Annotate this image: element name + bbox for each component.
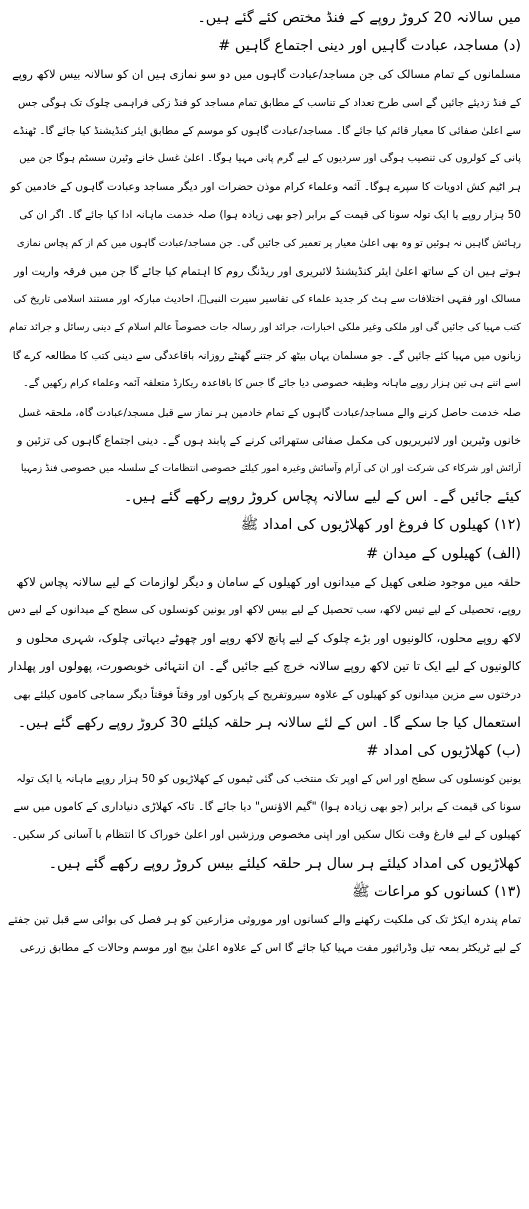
text-line: لاکھ روپے محلوں، کالونیوں اور بڑے چلوک کے لیے پانچ لاکھ روپے اور چھوٹے دیہاتی چلوک، شہری محلوں و: [16, 631, 521, 646]
text-line: سونا کی قیمت کے برابر (جو بھی زیادہ ہوا) "گیم الاؤنس" دیا جائے گا۔ تاکہ کھلاڑی دنیاداری کے کاموں میں سے: [13, 800, 521, 814]
text-line: پانی کے کولروں کی تنصیب ہوگی اور سردیوں کے لیے گرم پانی مہیا ہوگا۔ اعلیٰ غسل خانے وٹیرن سسٹم ہوگا جن میں: [19, 152, 521, 164]
text-line: آرائش اور شرکاء کی شرکت اور ان کی آرام وآسائش وغیرہ امور کیلئے خصوصی انتظامات کے سلسلہ میں خصوصی فنڈ زمہیا: [20, 463, 521, 474]
text-line: حلقہ میں موجود ضلعی کھیل کے میدانوں اور کھیلوں کے سامان و دیگر لوازمات کے لیے سالانہ پچاس لاکھ: [16, 574, 521, 589]
text-line: کھلاڑیوں کی امداد کیلئے ہر سال ہر حلقہ کیلئے بیس کروڑ روپے رکھے گئے ہیں۔: [48, 855, 521, 872]
text-line: روپے، تحصیلی کے لیے تیس لاکھ، سب تحصیل کے لیے بیس لاکھ اور یونین کونسلوں کی سطح کے میدانوں کے لیے دس: [8, 602, 521, 616]
text-line: رہائش گاہیں نہ ہوئیں تو وہ بھی اعلیٰ معیار پر تعمیر کی جائیں گی۔ جن مساجد/عبادت گاہوں میں کم از کم پچاس نمازی: [16, 237, 521, 249]
text-line: خانوں وٹیرین اور لائبریریوں کی مکمل صفائی ستھرائی کرنے کے پابند ہوں گے۔ دینی اجتماع گاہوں کی تزئین و: [17, 433, 521, 447]
text-line: کھیلوں کے لیے فارغ وقت نکال سکیں اور اپنی مخصوص ورزشیں اور اعلیٰ خوراک کا انتظام با آسانی کر سکیں۔: [11, 828, 521, 842]
text-line: ہوتے ہیں ان کے ساتھ اعلیٰ ایئر کنڈیشنڈ لائبریری اور ریڈنگ روم کا اہتمام کیا جائے گا جن میں فرقہ واریت اور: [14, 264, 521, 278]
text-line: کالونیوں کے لیے ایک تا تین لاکھ روپے سالانہ خرچ کیے جائیں گے۔ ان انتہائی خوبصورت، پھولوں اور پھلدار: [8, 659, 521, 674]
text-line: زبانوں میں مہیا کئے جائیں گے۔ جو مسلمان یہاں بیٹھ کر جتنے گھنٹے روزانہ باقاعدگی سے دینی کتب کا مطالعہ کرے گا: [12, 350, 521, 363]
text-line: تمام پندرہ ایکڑ تک کی ملکیت رکھنے والے کسانوں اور موروثی مزارعین کو ہر فصل کی بوائی سے قبل تین جفتے: [8, 913, 521, 926]
text-line: کے لیے ٹریکٹر بمعہ تیل وڈرائیور مفت مہیا کیا جائے گا اس کے علاوہ اعلیٰ بیج اور موسم وحالات کے مطابق زرعی: [19, 941, 521, 955]
text-line: اسے اتنے ہی تین ہزار روپے ماہانہ وظیفہ خصوصی دیا جائے گا جس کا باقاعدہ ریکارڈ متعلقہ آئمہ وعلماء کرام رکھیں گے۔: [22, 378, 521, 390]
text-line: مسالک اور فقہی اختلافات سے ہٹ کر جدید علماء کی تفاسیر سیرت النبیؐ، احادیث مبارکہ اور مستند اسلامی تاریخ کی: [13, 293, 521, 305]
section-heading: (۱۳) کسانوں کو مراعات ﷺ: [352, 883, 521, 900]
text-line: کے فنڈ زدیئے جائیں گے اسی طرح تعداد کے تناسب کے مطابق تمام مساجد کو فنڈ زکی فراہمی چلوک تک ہوگی جس: [17, 96, 521, 109]
section-heading: (د) مساجد، عبادت گاہیں اور دینی اجتماع گاہیں #: [218, 38, 521, 55]
text-line: درختوں سے مزین میدانوں کو کھیلوں کے علاوہ سیروتفریح کے پارکوں اور وقتاً فوقتاً دیگر سماجی کاموں کیلئے بھی: [13, 687, 521, 701]
text-line: ہر اٹیم کش ادویات کا سپرے ہوگا۔ آئمہ وعلماء کرام موذن حضرات اور دیگر مساجد وعبادت گاہوں کے خادمین کو: [10, 180, 521, 194]
text-line: کتب مہیا کی جائیں گی اور ملکی وغیر ملکی اخبارات، جرائد اور رسالہ جات خصوصاً عالم اسلام کے دینی رسائل و جرائد تمام: [9, 322, 521, 334]
text-line: صلہ خدمت حاصل کرنے والے مساجد/عبادت گاہوں کے تمام خادمین ہر نماز سے قبل مسجد/عبادت گاہ، ملحقہ غسل: [18, 406, 521, 419]
subsection-heading: (ب) کھلاڑیوں کی امداد #: [366, 742, 521, 759]
text-line: 50 ہزار روپے یا ایک تولہ سونا کی قیمت کے برابر (جو بھی زیادہ ہوا) صلہ خدمت ماہانہ ادا کیا جائے گا۔ اگر ان کی: [19, 209, 521, 222]
text-line: یونین کونسلوں کی سطح اور اس کے اوپر تک منتخب کی گئی ٹیموں کے کھلاڑیوں کو 50 ہزار روپے ماہانہ یا ایک تولہ: [16, 773, 521, 786]
section-heading: (۱۲) کھیلوں کا فروغ اور کھلاڑیوں کی امداد ﷺ: [240, 517, 521, 534]
subsection-heading: (الف) کھیلوں کے میدان #: [366, 545, 521, 562]
text-line: میں سالانہ 20 کروڑ روپے کے فنڈ مختص کئے گئے ہیں۔: [197, 10, 521, 26]
text-line: سے اعلیٰ صفائی کا معیار قائم کیا جائے گا۔ مساجد/عبادت گاہوں کو موسم کے مطابق ایئر کنڈیشنڈ کیا جائے گا۔ ٹھنڈے: [13, 124, 521, 137]
text-line: کیئے جائیں گے۔ اس کے لیے سالانہ پچاس کروڑ روپے رکھے گئے ہیں۔: [123, 489, 521, 506]
text-line: استعمال کیا جا سکے گا۔ اس کے لئے سالانہ ہر حلقہ کیلئے 30 کروڑ روپے رکھے گئے ہیں۔: [17, 714, 521, 731]
text-line: مسلمانوں کے تمام مسالک کی جن مساجد/عبادت گاہوں میں دو سو نمازی ہیں ان کو سالانہ بیس لاکھ روپے: [12, 67, 521, 82]
